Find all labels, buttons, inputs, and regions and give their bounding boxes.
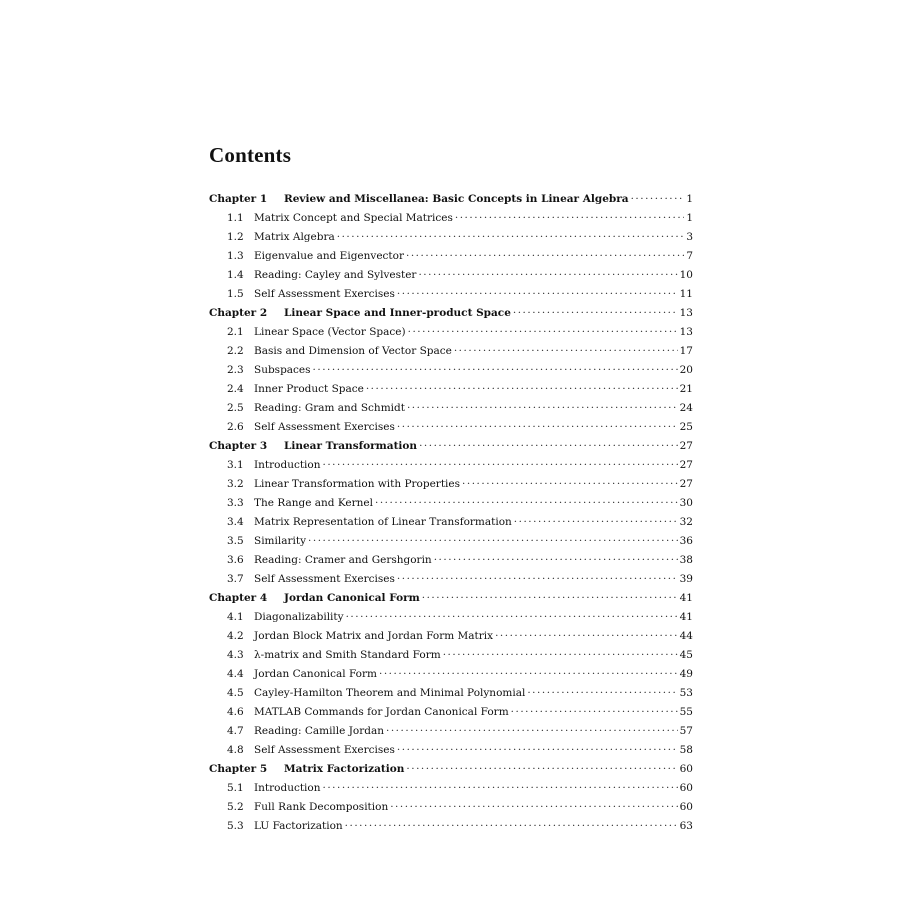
dot-leader [454, 342, 678, 361]
dot-leader [397, 418, 678, 437]
dot-leader [511, 703, 678, 722]
entry-title: Matrix Representation of Linear Transformation [254, 516, 512, 528]
entry-page-number: 1 [686, 212, 693, 224]
dot-leader [455, 209, 684, 228]
entry-title: Self Assessment Exercises [254, 288, 395, 300]
dot-leader [313, 361, 678, 380]
toc-section-entry[interactable] [209, 722, 693, 741]
entry-number: 3.6 [227, 554, 244, 566]
entry-title: Subspaces [254, 364, 311, 376]
entry-number: 5.2 [227, 801, 244, 813]
toc-chapter-entry[interactable] [209, 437, 693, 456]
entry-title: Reading: Camille Jordan [254, 725, 384, 737]
entry-page-number: 13 [679, 326, 693, 338]
entry-page-number: 41 [679, 611, 693, 623]
toc-section-entry[interactable] [209, 627, 693, 646]
entry-title: Matrix Algebra [254, 231, 335, 243]
toc-section-entry[interactable] [209, 266, 693, 285]
entry-title: Linear Space (Vector Space) [254, 326, 406, 338]
dot-leader [418, 266, 677, 285]
entry-title: Matrix Factorization [284, 763, 405, 775]
toc-section-entry[interactable] [209, 247, 693, 266]
entry-page-number: 57 [679, 725, 693, 737]
entry-number: Chapter 3 [209, 440, 268, 452]
entry-page-number: 17 [679, 345, 693, 357]
toc-section-entry[interactable] [209, 342, 693, 361]
toc-section-entry[interactable] [209, 817, 693, 836]
dot-leader [397, 285, 678, 304]
entry-title: LU Factorization [254, 820, 343, 832]
entry-page-number: 30 [679, 497, 693, 509]
entry-page-number: 27 [679, 478, 693, 490]
toc-section-entry[interactable] [209, 209, 693, 228]
entry-title: Reading: Cramer and Gershgorin [254, 554, 432, 566]
entry-number: 3.3 [227, 497, 244, 509]
entry-page-number: 11 [679, 288, 693, 300]
entry-number: 1.2 [227, 231, 244, 243]
entry-title: Self Assessment Exercises [254, 744, 395, 756]
entry-title: MATLAB Commands for Jordan Canonical Form [254, 706, 509, 718]
entry-number: Chapter 4 [209, 592, 268, 604]
entry-page-number: 45 [679, 649, 693, 661]
dot-leader [462, 475, 678, 494]
entry-title: Linear Transformation [284, 440, 418, 452]
entry-page-number: 36 [679, 535, 693, 547]
entry-page-number: 25 [679, 421, 693, 433]
entry-title: The Range and Kernel [254, 497, 373, 509]
dot-leader [513, 304, 678, 323]
dot-leader [323, 779, 678, 798]
entry-title: Inner Product Space [254, 383, 364, 395]
entry-number: 3.1 [227, 459, 244, 471]
entry-title: Similarity [254, 535, 307, 547]
entry-title: Self Assessment Exercises [254, 573, 395, 585]
toc-section-entry[interactable] [209, 551, 693, 570]
dot-leader [495, 627, 678, 646]
entry-title: Introduction [254, 459, 321, 471]
dot-leader [407, 399, 678, 418]
entry-number: 5.3 [227, 820, 244, 832]
entry-number: 2.1 [227, 326, 244, 338]
toc-section-entry[interactable] [209, 665, 693, 684]
entry-page-number: 60 [679, 801, 693, 813]
toc-section-entry[interactable] [209, 646, 693, 665]
entry-number: 1.4 [227, 269, 244, 281]
entry-number: 2.6 [227, 421, 244, 433]
page-title: Contents [209, 143, 292, 167]
entry-title: Linear Transformation with Properties [254, 478, 461, 490]
dot-leader [397, 741, 678, 760]
entry-page-number: 10 [679, 269, 693, 281]
toc-section-entry[interactable] [209, 380, 693, 399]
entry-number: 3.2 [227, 478, 244, 490]
entry-page-number: 60 [679, 763, 693, 775]
entry-title: λ-matrix and Smith Standard Form [254, 649, 441, 661]
entry-title: Self Assessment Exercises [254, 421, 395, 433]
toc-section-entry[interactable] [209, 513, 693, 532]
entry-title: Review and Miscellanea: Basic Concepts in Linear Algebra [284, 193, 629, 205]
toc-section-entry[interactable] [209, 494, 693, 513]
entry-page-number: 39 [679, 573, 693, 585]
entry-page-number: 13 [679, 307, 693, 319]
toc-section-entry[interactable] [209, 570, 693, 589]
toc-chapter-entry[interactable] [209, 760, 693, 779]
entry-page-number: 41 [679, 592, 693, 604]
entry-page-number: 7 [686, 250, 693, 262]
entry-number: 1.1 [227, 212, 244, 224]
entry-title: Reading: Gram and Schmidt [254, 402, 405, 414]
toc-section-entry[interactable] [209, 285, 693, 304]
entry-page-number: 21 [679, 383, 693, 395]
dot-leader [422, 589, 678, 608]
entry-number: 3.7 [227, 573, 244, 585]
toc-section-entry[interactable] [209, 228, 693, 247]
toc-section-entry[interactable] [209, 608, 693, 627]
toc-section-entry[interactable] [209, 798, 693, 817]
dot-leader [366, 380, 678, 399]
dot-leader [386, 722, 678, 741]
entry-title: Cayley-Hamilton Theorem and Minimal Polynomial [254, 687, 526, 699]
table-of-contents [209, 190, 693, 836]
entry-page-number: 53 [679, 687, 693, 699]
entry-number: 4.7 [227, 725, 244, 737]
entry-title: Reading: Cayley and Sylvester [254, 269, 417, 281]
entry-number: 1.3 [227, 250, 244, 262]
entry-title: Basis and Dimension of Vector Space [254, 345, 452, 357]
entry-page-number: 27 [679, 459, 693, 471]
dot-leader [397, 570, 678, 589]
entry-number: 4.6 [227, 706, 244, 718]
entry-title: Linear Space and Inner-product Space [284, 307, 511, 319]
dot-leader [308, 532, 678, 551]
dot-leader [419, 437, 678, 456]
entry-number: 4.5 [227, 687, 244, 699]
toc-section-entry[interactable] [209, 323, 693, 342]
entry-number: 3.4 [227, 516, 244, 528]
entry-page-number: 3 [686, 231, 693, 243]
entry-number: 5.1 [227, 782, 244, 794]
entry-number: Chapter 2 [209, 307, 268, 319]
toc-section-entry[interactable] [209, 741, 693, 760]
dot-leader [323, 456, 678, 475]
dot-leader [390, 798, 677, 817]
dot-leader [443, 646, 678, 665]
toc-section-entry[interactable] [209, 418, 693, 437]
entry-page-number: 58 [679, 744, 693, 756]
entry-page-number: 27 [679, 440, 693, 452]
entry-number: 2.5 [227, 402, 244, 414]
entry-page-number: 24 [679, 402, 693, 414]
entry-page-number: 38 [679, 554, 693, 566]
toc-chapter-entry[interactable] [209, 190, 693, 209]
dot-leader [434, 551, 678, 570]
toc-section-entry[interactable] [209, 684, 693, 703]
entry-number: 2.3 [227, 364, 244, 376]
entry-number: 1.5 [227, 288, 244, 300]
dot-leader [408, 323, 678, 342]
toc-section-entry[interactable] [209, 399, 693, 418]
toc-section-entry[interactable] [209, 532, 693, 551]
dot-leader [406, 247, 684, 266]
toc-section-entry[interactable] [209, 361, 693, 380]
entry-title: Jordan Canonical Form [254, 668, 377, 680]
dot-leader [337, 228, 685, 247]
entry-page-number: 32 [679, 516, 693, 528]
dot-leader [514, 513, 678, 532]
entry-number: 4.2 [227, 630, 244, 642]
entry-page-number: 63 [679, 820, 693, 832]
entry-number: Chapter 5 [209, 763, 268, 775]
entry-page-number: 60 [679, 782, 693, 794]
toc-section-entry[interactable] [209, 456, 693, 475]
entry-title: Eigenvalue and Eigenvector [254, 250, 404, 262]
toc-section-entry[interactable] [209, 703, 693, 722]
entry-number: 4.1 [227, 611, 244, 623]
entry-page-number: 49 [679, 668, 693, 680]
entry-title: Diagonalizability [254, 611, 344, 623]
dot-leader [406, 760, 677, 779]
toc-section-entry[interactable] [209, 779, 693, 798]
entry-title: Full Rank Decomposition [254, 801, 389, 813]
toc-section-entry[interactable] [209, 475, 693, 494]
dot-leader [345, 817, 678, 836]
entry-number: 4.3 [227, 649, 244, 661]
entry-number: Chapter 1 [209, 193, 268, 205]
dot-leader [375, 494, 678, 513]
entry-title: Jordan Block Matrix and Jordan Form Matrix [254, 630, 494, 642]
dot-leader [631, 190, 685, 209]
entry-page-number: 1 [686, 193, 693, 205]
entry-page-number: 55 [679, 706, 693, 718]
dot-leader [379, 665, 678, 684]
entry-number: 4.8 [227, 744, 244, 756]
entry-title: Introduction [254, 782, 321, 794]
entry-title: Jordan Canonical Form [284, 592, 420, 604]
entry-number: 2.4 [227, 383, 244, 395]
dot-leader [527, 684, 677, 703]
entry-page-number: 20 [679, 364, 693, 376]
entry-number: 4.4 [227, 668, 244, 680]
dot-leader [346, 608, 678, 627]
toc-chapter-entry[interactable] [209, 589, 693, 608]
entry-page-number: 44 [679, 630, 693, 642]
entry-title: Matrix Concept and Special Matrices [254, 212, 453, 224]
entry-number: 3.5 [227, 535, 244, 547]
entry-number: 2.2 [227, 345, 244, 357]
toc-chapter-entry[interactable] [209, 304, 693, 323]
